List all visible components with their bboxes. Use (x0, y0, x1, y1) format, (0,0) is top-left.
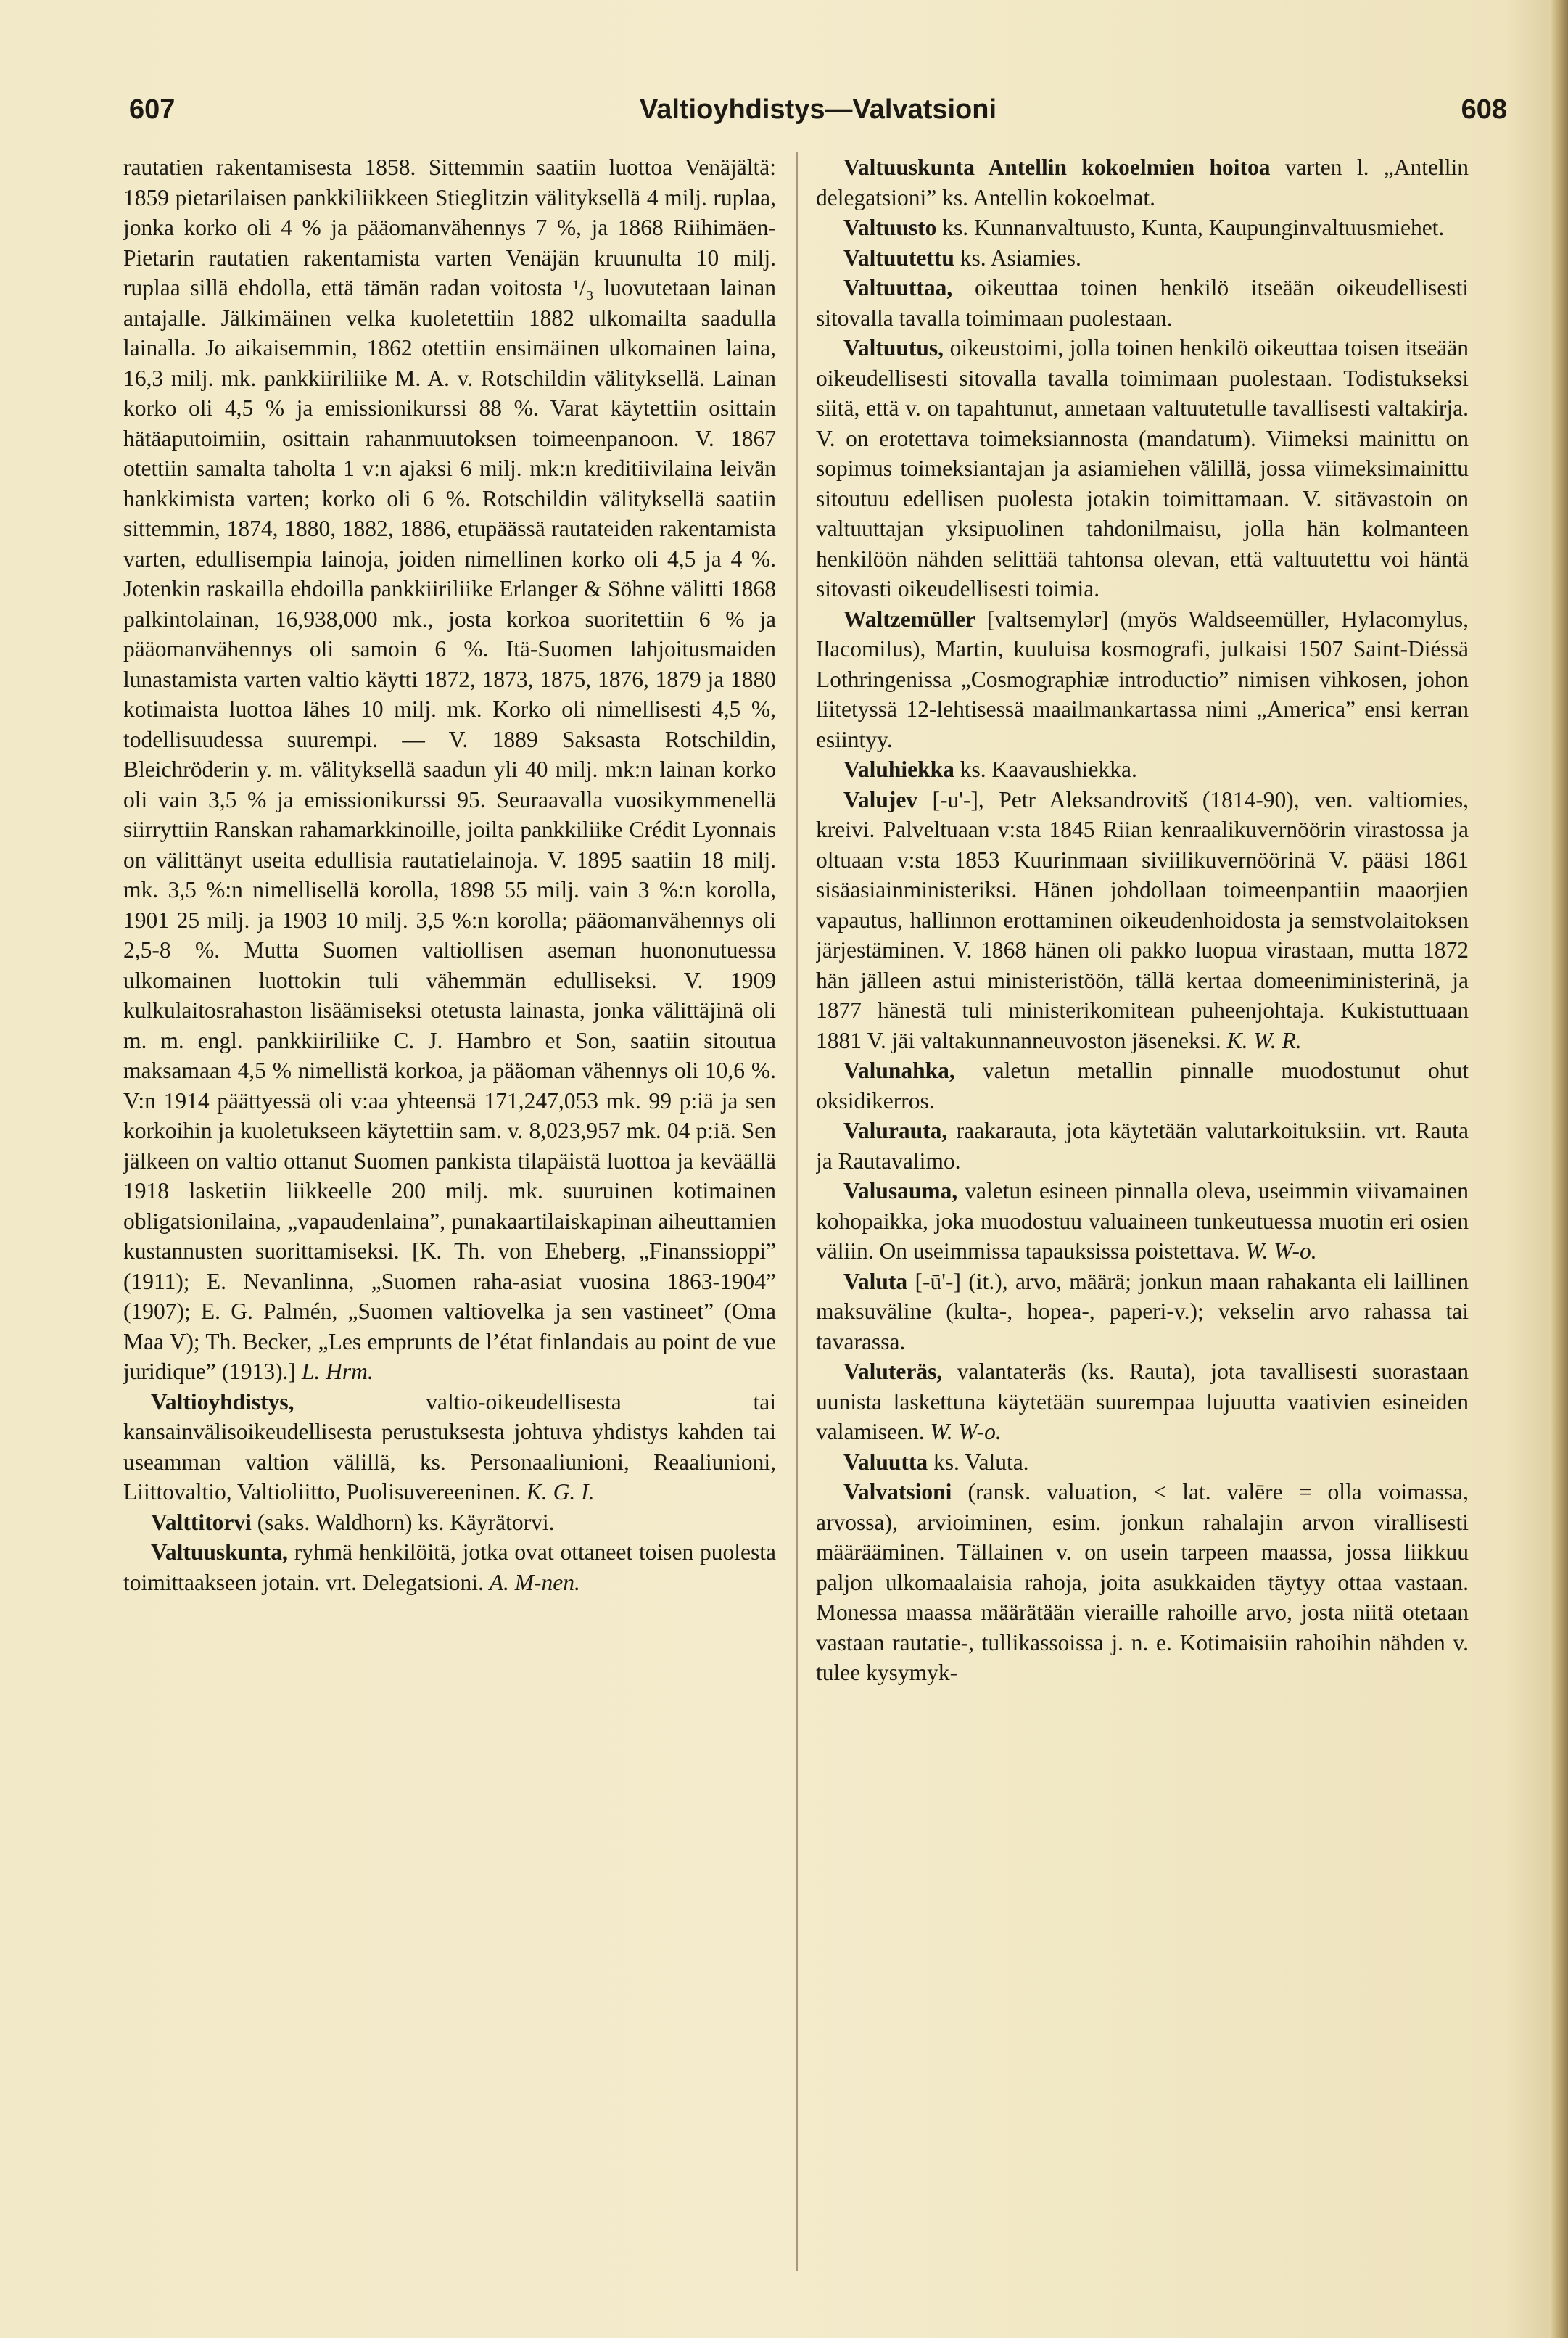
entry-text: [-ū'-] (it.), arvo, määrä; jonkun maan rahakanta eli laillinen maksuväline (kulta-, hopea-, paperi-v.); vekselin arvo rahassa tai tavarassa. (816, 1268, 1469, 1354)
headword: Valunahka, (843, 1058, 955, 1083)
entry-text: ks. Asiamies. (954, 244, 1081, 271)
column-divider (796, 152, 798, 2271)
headword: Valvatsioni (843, 1479, 952, 1505)
running-header (129, 94, 1507, 138)
article-entry (816, 754, 1469, 785)
right-column (816, 152, 1469, 2271)
article-entry (816, 1267, 1469, 1357)
entry-text: ks. Kunnanvaltuusto, Kunta, Kaupunginvaltuusmiehet. (936, 215, 1445, 240)
article-entry (816, 1176, 1469, 1267)
headword: Valttitorvi (151, 1509, 252, 1535)
entry-text: valetun metallin pinnalle muodostunut ohut oksidikerros. (816, 1058, 1469, 1114)
entry-text: valetun esineen pinnalla oleva, useimmin viivamainen kohopaikka, joka muodostuu valuaineen tunkeutuessa muotin eri osien väliin. On useimmissa tapauksissa poistettava. (816, 1178, 1469, 1264)
page-number-left: 607 (129, 94, 176, 125)
article-entry (816, 152, 1469, 213)
article-entry (816, 1116, 1469, 1176)
headword: Valuteräs, (843, 1359, 943, 1384)
headword: Valusauma, (843, 1178, 958, 1203)
article-entry (123, 1387, 776, 1507)
continued-text: rautatien rakentamisesta 1858. Sittemmin saatiin luottoa Venäjältä: 1859 pietarilaisen pankkiliikkeen Stieglitzin välityksellä 4 milj. ruplaa, jonka korko oli 4 % ja pääomanvähennys 7 %, ja 1868 Riihimäen-Pietarin rautatien rakentamista varten Venäjän kruunulta 10 milj. ruplaa sillä ehdolla, että tämän radan voitosta ¹/₃ luovutetaan lainan antajalle. Jälkimäinen velka kuoletettiin 1882 ulkomailta saadulla lainalla. Jo aikaisemmin, 1862 otettiin ensimäinen ulkomainen laina, 16,3 milj. mk. pankkiiriliike M. A. v. Rotschildin välityksellä. Lainan korko oli 4,5 % ja emissionikurssi 88 %. Varat käytettiin osittain hätäaputoimiin, osittain rahanmuutoksen toimeenpanoon. V. 1867 otettiin samalta taholta 1 v:n ajaksi 6 milj. mk:n kreditiivilaina leivän hankkimista varten; korko oli 6 %. Rotschildin välityksellä saatiin sittemmin, 1874, 1880, 1882, 1886, etupäässä rautateiden rakentamista varten, edullisempia lainoja, joiden nimellinen korko oli 4,5 ja 4 %. Jotenkin raskailla ehdoilla pankkiiriliike Erlanger & Söhne välitti 1868 palkintolainan, 16,938,000 mk., josta korkoa suoritettiin 6 % ja pääomanvähennys oli samoin 6 %. Itä-Suomen lahjoitusmaiden lunastamista varten valtio käytti 1872, 1873, 1875, 1876, 1879 ja 1880 kotimaista luottoa lähes 10 milj. mk. Korko oli nimellisesti 4,5 %, todellisuudessa suurempi. — V. 1889 Saksasta Rotschildin, Bleichröderin y. m. välityksellä saadun yli 40 milj. mk:n lainan korko oli vain 3,5 % ja emissionikurssi 95. Seuraavalla vuosikymmenellä siirryttiin Ranskan rahamarkkinoille, joilta pankkiliike Crédit Lyonnais on välittänyt useita edullisia rautatielainoja. V. 1895 saatiin 18 milj. mk. 3,5 %:n nimellisellä korolla, 1898 55 milj. vain 3 %:n korolla, 1901 25 milj. ja 1903 10 milj. 3,5 %:n korolla; pääomanvähennys oli 2,5-8 %. Mutta Suomen valtiollisen aseman huononutuessa ulkomainen luottokin tuli vähemmän edulliseksi. V. 1909 kulkulaitosrahaston lisäämiseksi otetusta lainasta, jonka välittäjinä oli m. m. engl. pankkiiriliike C. J. Hambro et Son, saatiin sitoutua maksamaan 4,5 % nimellistä korkoa, ja pääoman vähennys oli 10,6 %. V:n 1914 päättyessä oli v:aa yhteensä 171,247,053 mk. 99 p:iä ja sen korkoihin ja kuoletukseen käytettiin sam. v. 8,023,957 mk. 04 p:iä. Sen jälkeen on valtio ottanut Suomen pankista tilapäistä luottoa ja keväällä 1918 lasketiin liikkeelle 200 milj. mk. suuruinen kotimainen obligatsionilaina, „vapaudenlaina”, punakaartilaiskapinan aiheuttamien kustannusten suorittamiseksi. [K. Th. von Eheberg, „Finanssioppi” (1911); E. Nevanlinna, „Suomen raha-asiat vuosina 1863-1904” (1907); E. G. Palmén, „Suomen valtiovelka ja sen vastineet” (Oma Maa V); Th. Becker, „Les emprunts de l’état finlandais au point de vue juridique” (1913).] L. Hrm. (123, 155, 776, 1384)
entry-text: oikeustoimi, jolla toinen henkilö oikeuttaa toisen itseään oikeudellisesti sitovalla tavalla toimimaan puolestaan. Todistukseksi siitä, että v. on tapahtunut, annetaan valtuutetulle tavallisesti valtakirja. V. on erotettava toimeksiannosta (mandatum). Viimeksi mainittu on sopimus toimeksiantajan ja asiamiehen välillä, jossa viimeksimainittu sitoutuu edellisen puolesta jotakin toimittamaan. V. sitävastoin on valtuuttajan yksipuolinen tahdonilmaisu, jolla hän kolmanteen henkilöön nähden selittää tahtonsa olevan, että valtuutettu voi häntä sitovasti oikeudellisesti toimia. (816, 335, 1469, 601)
entry-text: raakarauta, jota käytetään valutarkoituksiin. vrt. Rauta ja Rautavalimo. (816, 1118, 1469, 1174)
entry-text: valantateräs (ks. Rauta), jota tavallisesti suorastaan uunista laskettuna käytetään suurempaa lujuutta vaativien esineiden valamiseen. (816, 1359, 1469, 1444)
entry-text: ryhmä henkilöitä, jotka ovat ottaneet toisen puolesta toimittaakseen jotain. vrt. Delegatsioni. (123, 1539, 776, 1595)
entry-text: ks. Kaavaushiekka. (954, 757, 1137, 782)
headword: Valtuuttaa, (843, 275, 953, 300)
signature: W. W-o. (930, 1419, 1002, 1444)
entry-text: (ransk. valuation, < lat. valēre = olla voimassa, arvossa), arvioiminen, esim. jonkun rahalajin arvon virallisesti määrääminen. Tällainen v. on usein tarpeen maassa, jossa liikkuu paljon ulkomaalaisia rahoja, joita asukkaiden täytyy ottaa vastaan. Monessa maassa määrätään vieraille rahoille arvo, josta niitä otetaan vastaan rautatie-, tullikassoissa j. n. e. Kotimaisiin rahoihin nähden v. tulee kysymyk- (816, 1479, 1469, 1685)
headword: Valujev (843, 786, 918, 812)
article-entry (816, 333, 1469, 604)
entry-text: varten l. „Antellin delegatsioni” ks. Antellin kokoelmat. (816, 155, 1469, 210)
headword: Valtuutettu (843, 244, 954, 271)
signature: K. G. I. (526, 1479, 595, 1505)
entry-text: (saks. Waldhorn) ks. Käyrätorvi. (251, 1509, 555, 1535)
page-number-right: 608 (1461, 94, 1507, 125)
headword: Valtuusto (843, 215, 937, 240)
article-entry (123, 1507, 776, 1538)
headword: Valuta (843, 1268, 908, 1294)
article-entry (816, 1357, 1469, 1447)
article-entry (816, 213, 1469, 243)
page-edge (1549, 0, 1568, 2338)
entry-text: valtio-oikeudellisesta tai kansainvälisoikeudellisesta perustuksesta johtuva yhdistys kahden tai useamman valtion välillä, ks. Personaaliunioni, Reaaliunioni, Liittovaltio, Valtioliitto, Puolisuvereeninen. (123, 1388, 776, 1505)
signature: A. M-nen. (489, 1569, 580, 1595)
article-entry (816, 1055, 1469, 1116)
article-entry (816, 1477, 1469, 1688)
left-column (123, 152, 776, 2271)
entry-text: [valtsemylər] (myös Waldseemüller, Hylacomylus, Ilacomilus), Martin, kuuluisa kosmografi, julkaisi 1507 Saint-Diéssä Lothringenissa „Cosmographiæ introductio” nimisen vihkosen, johon liitetyssä 12-lehtisessä maailmankartassa nimi „America” ensi kerran esiintyy. (816, 606, 1469, 752)
running-title: Valtioyhdistys—Valvatsioni (639, 94, 997, 125)
signature: K. W. R. (1226, 1027, 1302, 1053)
headword: Valuutta (843, 1449, 928, 1475)
entry-text: [-u'-], Petr Aleksandrovitš (1814-90), ven. valtiomies, kreivi. Palveltuaan v:sta 1845 Riian kenraalikuvernöörin virastossa ja oltuaan v:sta 1853 Kuurinmaan siviilikuvernöörinä V. pääsi 1861 sisäasiainministeriksi. Hänen johdollaan toimeenpantiin maaorjien vapautus, hallinnon erottaminen oikeudenhoidosta ja semstvolaitoksen järjestäminen. V. 1868 hänen oli pakko luopua virastaan, mutta 1872 hän jälleen astui ministeristöön, tällä kertaa domeeniministerinä, ja 1877 hänestä tuli ministerikomitean puheenjohtaja. Kukistuttuaan 1881 V. jäi valtakunnanneuvoston jäseneksi. (816, 786, 1469, 1053)
headword: Valtuuskunta, (151, 1539, 288, 1565)
article-entry (816, 604, 1469, 755)
article-entry (816, 243, 1469, 273)
entry-text: oikeuttaa toinen henkilö itseään oikeudellisesti sitovalla tavalla toimimaan puolestaan. (816, 275, 1469, 331)
headword: Waltzemüller (843, 606, 975, 632)
headword: Valuhiekka (843, 757, 954, 782)
article-entry (816, 273, 1469, 333)
headword: Valtuutus, (843, 335, 944, 361)
article-entry (816, 1447, 1469, 1478)
signature: W. W-o. (1245, 1238, 1317, 1264)
signature: L. Hrm. (301, 1359, 374, 1384)
headword: Valtioyhdistys, (151, 1388, 294, 1415)
article-entry (123, 1537, 776, 1597)
headword: Valurauta, (843, 1118, 948, 1143)
entry-text: ks. Valuta. (928, 1449, 1029, 1475)
article-entry (816, 785, 1469, 1056)
headword: Valtuuskunta Antellin kokoelmien hoitoa (843, 155, 1271, 180)
